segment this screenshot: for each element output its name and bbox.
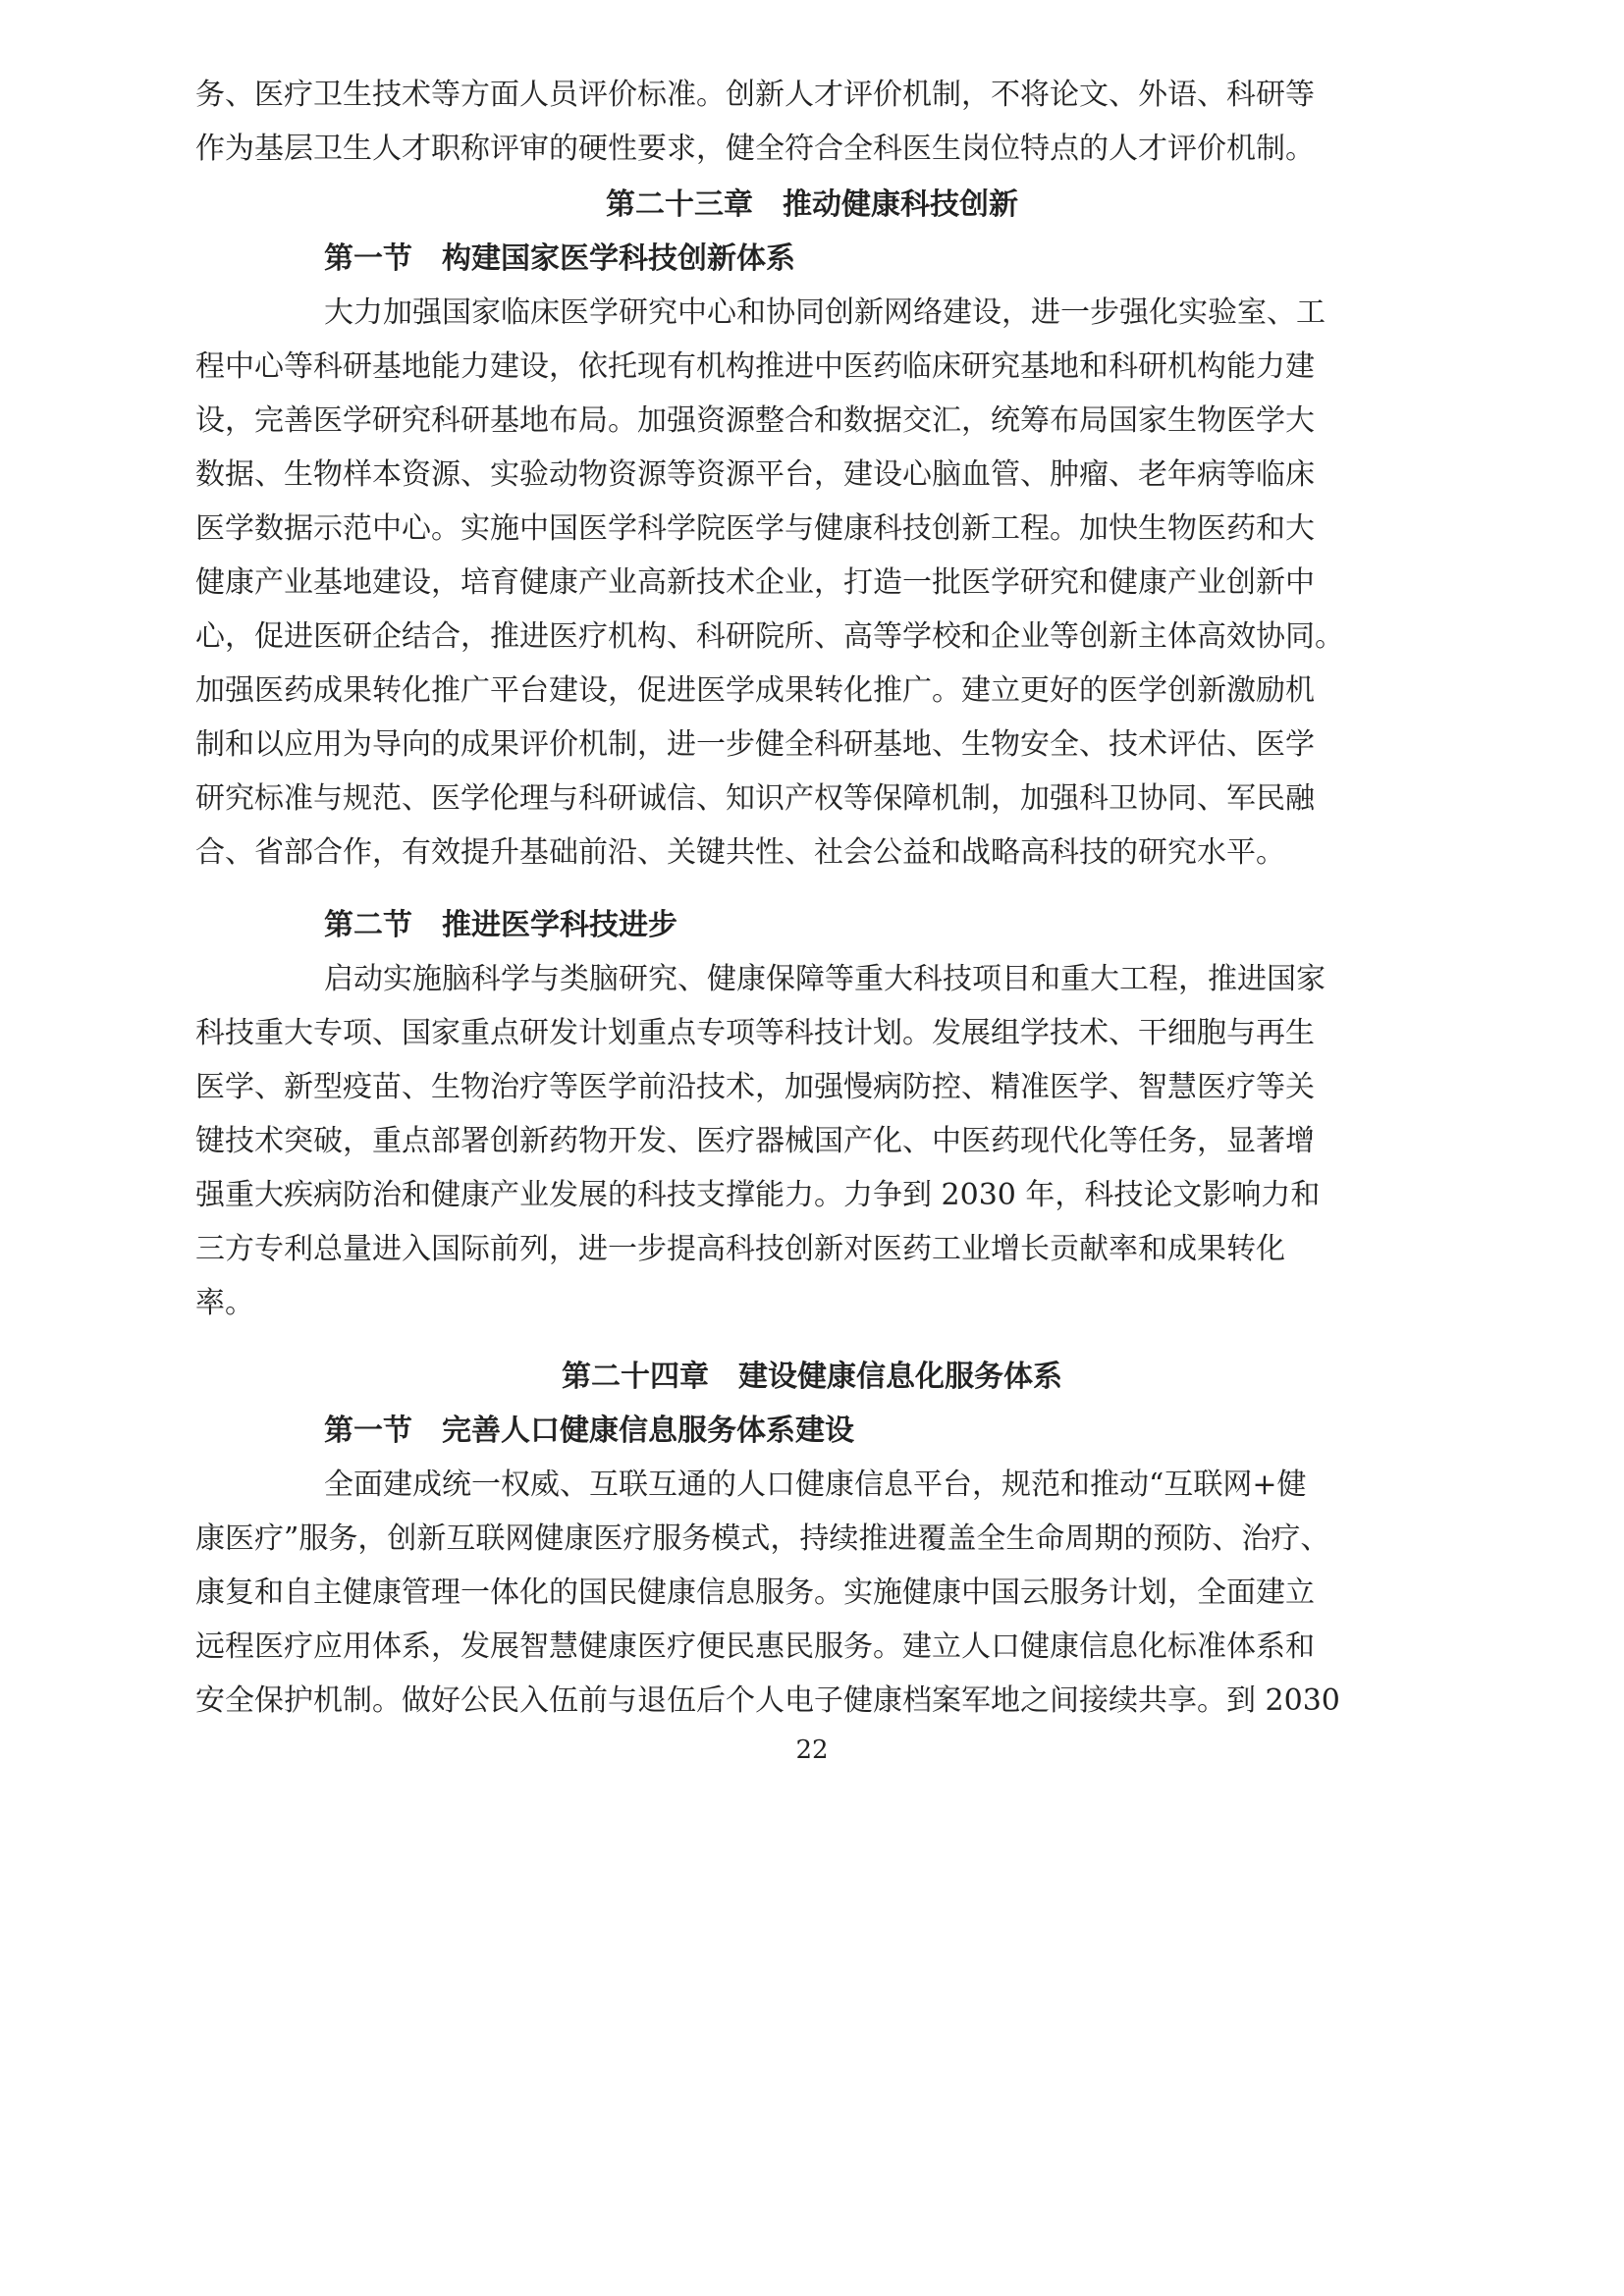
section-title: 第一节 构建国家医学科技创新体系 bbox=[324, 241, 795, 276]
section-title: 第一节 完善人口健康信息服务体系建设 bbox=[324, 1414, 854, 1448]
text-line: 设，完善医学研究科研基地布局。加强资源整合和数据交汇，统筹布局国家生物医学大 bbox=[195, 403, 1315, 438]
text-line: 程中心等科研基地能力建设，依托现有机构推进中医药临床研究基地和科研机构能力建 bbox=[195, 349, 1315, 384]
text-line: 全面建成统一权威、互联互通的人口健康信息平台，规范和推动“互联网+健 bbox=[324, 1468, 1307, 1502]
text-line: 研究标准与规范、医学伦理与科研诚信、知识产权等保障机制，加强科卫协同、军民融 bbox=[195, 781, 1315, 816]
text-line: 大力加强国家临床医学研究中心和协同创新网络建设，进一步强化实验室、工 bbox=[324, 295, 1326, 330]
text-line: 务、医疗卫生技术等方面人员评价标准。创新人才评价机制，不将论文、外语、科研等 bbox=[195, 78, 1315, 112]
text-line: 健康产业基地建设，培育健康产业高新技术企业，打造一批医学研究和健康产业创新中 bbox=[195, 565, 1315, 600]
text-line: 医学数据示范中心。实施中国医学科学院医学与健康科技创新工程。加快生物医药和大 bbox=[195, 511, 1315, 546]
text-line: 康医疗”服务，创新互联网健康医疗服务模式，持续推进覆盖全生命周期的预防、治疗、 bbox=[195, 1522, 1330, 1556]
text-line: 键技术突破，重点部署创新药物开发、医疗器械国产化、中医药现代化等任务，显著增 bbox=[195, 1124, 1315, 1158]
text-line: 安全保护机制。做好公民入伍前与退伍后个人电子健康档案军地之间接续共享。到 2030 bbox=[195, 1683, 1340, 1718]
text-line: 心，促进医研企结合，推进医疗机构、科研院所、高等学校和企业等创新主体高效协同。 bbox=[195, 619, 1344, 654]
text-line: 作为基层卫生人才职称评审的硬性要求，健全符合全科医生岗位特点的人才评价机制。 bbox=[195, 132, 1315, 166]
text-line: 加强医药成果转化推广平台建设，促进医学成果转化推广。建立更好的医学创新激励机 bbox=[195, 673, 1315, 708]
text-line: 制和以应用为导向的成果评价机制，进一步健全科研基地、生物安全、技术评估、医学 bbox=[195, 727, 1315, 762]
text-line: 三方专利总量进入国际前列，进一步提高科技创新对医药工业增长贡献率和成果转化 bbox=[195, 1232, 1285, 1266]
chapter-title: 第二十四章 建设健康信息化服务体系 bbox=[562, 1360, 1062, 1394]
chapter-title: 第二十三章 推动健康科技创新 bbox=[606, 187, 1018, 222]
text-line: 远程医疗应用体系，发展智慧健康医疗便民惠民服务。建立人口健康信息化标准体系和 bbox=[195, 1629, 1315, 1664]
text-line: 数据、生物样本资源、实验动物资源等资源平台，建设心脑血管、肿瘤、老年病等临床 bbox=[195, 457, 1315, 492]
text-line: 启动实施脑科学与类脑研究、健康保障等重大科技项目和重大工程，推进国家 bbox=[324, 962, 1326, 996]
text-line: 强重大疾病防治和健康产业发展的科技支撑能力。力争到 2030 年，科技论文影响力和 bbox=[195, 1178, 1321, 1212]
text-line: 康复和自主健康管理一体化的国民健康信息服务。实施健康中国云服务计划，全面建立 bbox=[195, 1575, 1315, 1610]
page-number: 22 bbox=[795, 1735, 829, 1765]
text-line: 率。 bbox=[195, 1286, 254, 1320]
text-line: 科技重大专项、国家重点研发计划重点专项等科技计划。发展组学技术、干细胞与再生 bbox=[195, 1016, 1315, 1050]
section-title: 第二节 推进医学科技进步 bbox=[324, 908, 677, 942]
text-line: 医学、新型疫苗、生物治疗等医学前沿技术，加强慢病防控、精准医学、智慧医疗等关 bbox=[195, 1070, 1315, 1104]
text-line: 合、省部合作，有效提升基础前沿、关键共性、社会公益和战略高科技的研究水平。 bbox=[195, 835, 1285, 870]
